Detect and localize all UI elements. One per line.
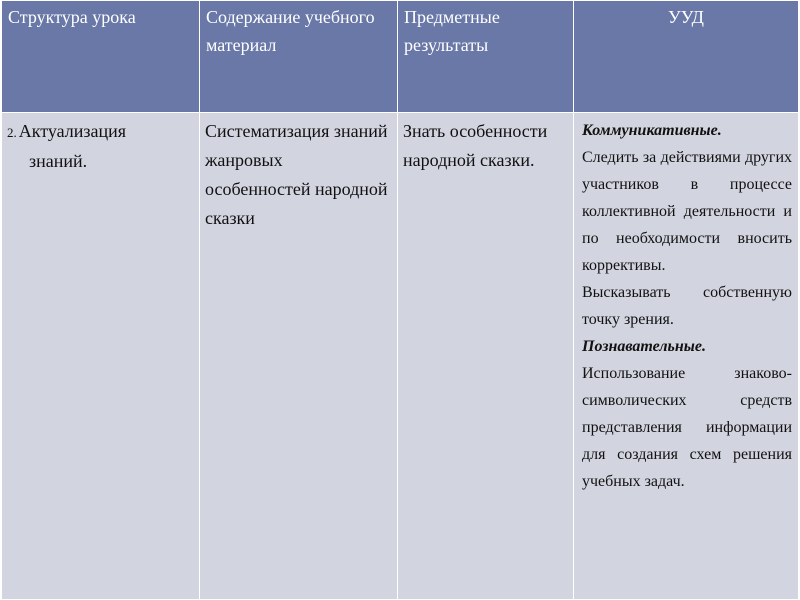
communicative-text-2: Высказывать собственную точку зрения. bbox=[582, 284, 792, 328]
communicative-text-1: Следить за действиями других участников в процессе коллективной деятельности и по необходимости вносить коррективы. bbox=[582, 149, 792, 274]
stage-name-line1: Актуализация bbox=[18, 121, 127, 141]
cell-lesson-stage bbox=[2, 113, 200, 600]
stage-name-line2: знаний. bbox=[29, 151, 88, 171]
cell-uud bbox=[574, 113, 799, 600]
cell-content: Систематизация знаний жанровых особенностей народной сказки bbox=[200, 113, 398, 600]
cognitive-text: Использование знаково-символических средств представления информации для создания схем решения учебных задач. bbox=[582, 365, 792, 490]
header-lesson-structure: Структура урока bbox=[2, 1, 200, 113]
header-uud: УУД bbox=[574, 1, 799, 113]
cell-subject-results: Знать особенности народной сказки. bbox=[398, 113, 574, 600]
table-row bbox=[2, 113, 799, 600]
stage-number: 2. bbox=[7, 125, 17, 140]
cognitive-heading: Познавательные. bbox=[582, 338, 706, 355]
communicative-heading: Коммуникативные. bbox=[582, 122, 722, 139]
table-header-row bbox=[2, 1, 799, 113]
header-subject-results: Предметные результаты bbox=[398, 1, 574, 113]
lesson-structure-table bbox=[1, 0, 799, 600]
header-content: Содержание учебного материал bbox=[200, 1, 398, 113]
